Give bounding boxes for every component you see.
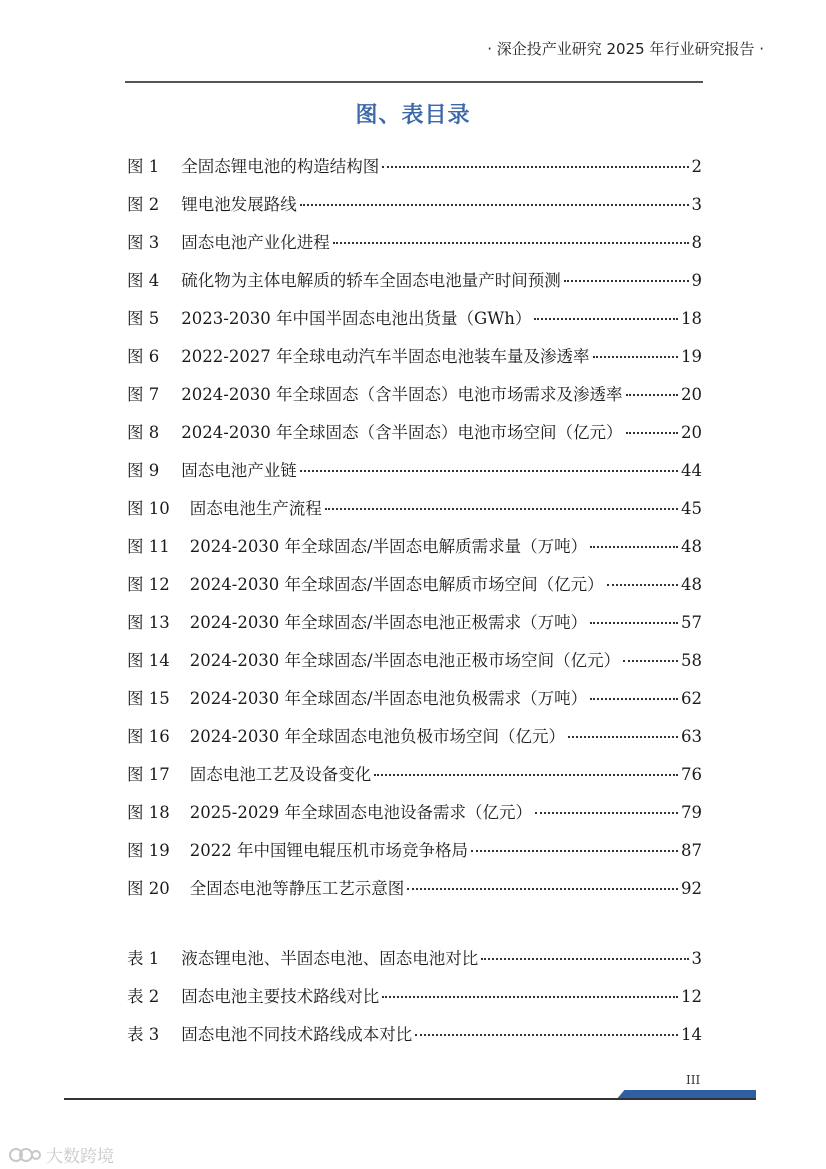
entry-number: 表 1 bbox=[127, 949, 160, 968]
entry-title: 硫化物为主体电解质的轿车全固态电池量产时间预测 bbox=[181, 271, 561, 290]
dot-leader bbox=[623, 660, 678, 662]
entry-page-number: 14 bbox=[681, 1025, 702, 1044]
entry-number: 图 19 bbox=[127, 841, 170, 860]
entry-title: 2022 年中国锂电辊压机市场竞争格局 bbox=[189, 841, 468, 860]
entry-number: 图 1 bbox=[127, 157, 160, 176]
entry-title: 液态锂电池、半固态电池、固态电池对比 bbox=[181, 949, 479, 968]
entry-page-number: 3 bbox=[691, 195, 702, 214]
figure-entry[interactable] bbox=[127, 267, 702, 305]
table-entry[interactable] bbox=[127, 983, 702, 1021]
entry-page-number: 2 bbox=[691, 157, 702, 176]
figure-entry[interactable] bbox=[127, 647, 702, 685]
entry-title: 2024-2030 年全球固态/半固态电池负极需求（万吨） bbox=[189, 689, 588, 708]
dot-leader bbox=[333, 242, 689, 244]
entry-title: 2024-2030 年全球固态/半固态电解质市场空间（亿元） bbox=[189, 575, 604, 594]
entry-number: 图 7 bbox=[127, 385, 160, 404]
dot-leader bbox=[407, 888, 678, 890]
dot-leader bbox=[382, 996, 678, 998]
figure-entry[interactable] bbox=[127, 191, 702, 229]
entry-page-number: 48 bbox=[681, 575, 702, 594]
entry-page-number: 19 bbox=[681, 347, 702, 366]
table-entry[interactable] bbox=[127, 1021, 702, 1059]
figure-entry[interactable] bbox=[127, 571, 702, 609]
entry-number: 图 15 bbox=[127, 689, 170, 708]
dot-leader bbox=[590, 698, 678, 700]
entry-page-number: 8 bbox=[691, 233, 702, 252]
figure-entry[interactable] bbox=[127, 153, 702, 191]
figure-entry[interactable] bbox=[127, 381, 702, 419]
dot-leader bbox=[374, 774, 678, 776]
dot-leader bbox=[300, 204, 689, 206]
figure-entry[interactable] bbox=[127, 761, 702, 799]
entry-page-number: 3 bbox=[691, 949, 702, 968]
dot-leader bbox=[300, 470, 678, 472]
figure-entry[interactable] bbox=[127, 875, 702, 913]
dot-leader bbox=[568, 736, 678, 738]
entry-page-number: 62 bbox=[681, 689, 702, 708]
entry-number: 表 3 bbox=[127, 1025, 160, 1044]
entry-page-number: 45 bbox=[681, 499, 702, 518]
entry-page-number: 9 bbox=[691, 271, 702, 290]
entry-title: 2022-2027 年全球电动汽车半固态电池装车量及渗透率 bbox=[181, 347, 590, 366]
entry-page-number: 92 bbox=[681, 879, 702, 898]
entry-page-number: 63 bbox=[681, 727, 702, 746]
entry-page-number: 58 bbox=[681, 651, 702, 670]
entry-title: 2024-2030 年全球固态（含半固态）电池市场空间（亿元） bbox=[181, 423, 623, 442]
entry-title: 固态电池生产流程 bbox=[189, 499, 322, 518]
dot-leader bbox=[535, 812, 678, 814]
entry-page-number: 18 bbox=[681, 309, 702, 328]
footer-divider bbox=[64, 1098, 756, 1100]
entry-title: 2024-2030 年全球固态电池负极市场空间（亿元） bbox=[189, 727, 566, 746]
dot-leader bbox=[607, 584, 678, 586]
entry-title: 全固态锂电池的构造结构图 bbox=[181, 157, 380, 176]
entry-page-number: 76 bbox=[681, 765, 702, 784]
dot-leader bbox=[564, 280, 689, 282]
entry-number: 图 11 bbox=[127, 537, 170, 556]
entry-page-number: 20 bbox=[681, 385, 702, 404]
entry-page-number: 57 bbox=[681, 613, 702, 632]
entry-number: 图 5 bbox=[127, 309, 160, 328]
figure-entry[interactable] bbox=[127, 229, 702, 267]
figure-list bbox=[127, 153, 702, 913]
dot-leader bbox=[626, 432, 678, 434]
entry-number: 图 3 bbox=[127, 233, 160, 252]
entry-title: 固态电池不同技术路线成本对比 bbox=[181, 1025, 413, 1044]
table-entry[interactable] bbox=[127, 945, 702, 983]
figure-entry[interactable] bbox=[127, 609, 702, 647]
entry-number: 图 18 bbox=[127, 803, 170, 822]
entry-number: 图 8 bbox=[127, 423, 160, 442]
page-title: 图、表目录 bbox=[355, 102, 471, 128]
figure-entry[interactable] bbox=[127, 305, 702, 343]
entry-title: 固态电池产业链 bbox=[181, 461, 297, 480]
header-divider bbox=[125, 81, 703, 83]
entry-title: 固态电池产业化进程 bbox=[181, 233, 330, 252]
figure-entry[interactable] bbox=[127, 685, 702, 723]
page-number: III bbox=[686, 1073, 701, 1087]
entry-page-number: 20 bbox=[681, 423, 702, 442]
watermark bbox=[8, 1142, 114, 1167]
table-list bbox=[127, 945, 702, 1059]
dot-leader bbox=[626, 394, 678, 396]
entry-page-number: 87 bbox=[681, 841, 702, 860]
entry-number: 图 17 bbox=[127, 765, 170, 784]
dot-leader bbox=[590, 622, 678, 624]
figure-entry[interactable] bbox=[127, 343, 702, 381]
entry-number: 图 13 bbox=[127, 613, 170, 632]
figure-entry[interactable] bbox=[127, 419, 702, 457]
entry-page-number: 79 bbox=[681, 803, 702, 822]
entry-page-number: 44 bbox=[681, 461, 702, 480]
dot-leader bbox=[471, 850, 678, 852]
entry-number: 图 20 bbox=[127, 879, 170, 898]
entry-number: 图 4 bbox=[127, 271, 160, 290]
entry-number: 图 6 bbox=[127, 347, 160, 366]
dot-leader bbox=[534, 318, 678, 320]
entry-number: 表 2 bbox=[127, 987, 160, 1006]
entry-title: 2024-2030 年全球固态（含半固态）电池市场需求及渗透率 bbox=[181, 385, 623, 404]
dot-leader bbox=[382, 166, 688, 168]
entry-title: 2023-2030 年中国半固态电池出货量（GWh） bbox=[181, 309, 532, 328]
dot-leader bbox=[325, 508, 678, 510]
watermark-logo-icon bbox=[8, 1144, 42, 1166]
dot-leader bbox=[415, 1034, 678, 1036]
entry-page-number: 48 bbox=[681, 537, 702, 556]
figure-entry[interactable] bbox=[127, 837, 702, 875]
entry-title: 2024-2030 年全球固态/半固态电池正极市场空间（亿元） bbox=[189, 651, 621, 670]
entry-title: 2025-2029 年全球固态电池设备需求（亿元） bbox=[189, 803, 533, 822]
dot-leader bbox=[481, 958, 688, 960]
entry-title: 锂电池发展路线 bbox=[181, 195, 297, 214]
entry-title: 固态电池工艺及设备变化 bbox=[189, 765, 372, 784]
watermark-text: 大数跨境 bbox=[46, 1147, 114, 1167]
entry-title: 固态电池主要技术路线对比 bbox=[181, 987, 380, 1006]
entry-number: 图 16 bbox=[127, 727, 170, 746]
entry-number: 图 2 bbox=[127, 195, 160, 214]
entry-number: 图 10 bbox=[127, 499, 170, 518]
figure-entry[interactable] bbox=[127, 533, 702, 571]
figure-entry[interactable] bbox=[127, 457, 702, 495]
figure-entry[interactable] bbox=[127, 723, 702, 761]
entry-page-number: 12 bbox=[681, 987, 702, 1006]
dot-leader bbox=[593, 356, 678, 358]
entry-title: 2024-2030 年全球固态/半固态电解质需求量（万吨） bbox=[189, 537, 588, 556]
entry-number: 图 12 bbox=[127, 575, 170, 594]
dot-leader bbox=[590, 546, 678, 548]
running-header: · 深企投产业研究 2025 年行业研究报告 · bbox=[487, 40, 764, 58]
entry-title: 全固态电池等静压工艺示意图 bbox=[189, 879, 405, 898]
entry-number: 图 14 bbox=[127, 651, 170, 670]
figure-entry[interactable] bbox=[127, 799, 702, 837]
entry-title: 2024-2030 年全球固态/半固态电池正极需求（万吨） bbox=[189, 613, 588, 632]
entry-number: 图 9 bbox=[127, 461, 160, 480]
figure-entry[interactable] bbox=[127, 495, 702, 533]
